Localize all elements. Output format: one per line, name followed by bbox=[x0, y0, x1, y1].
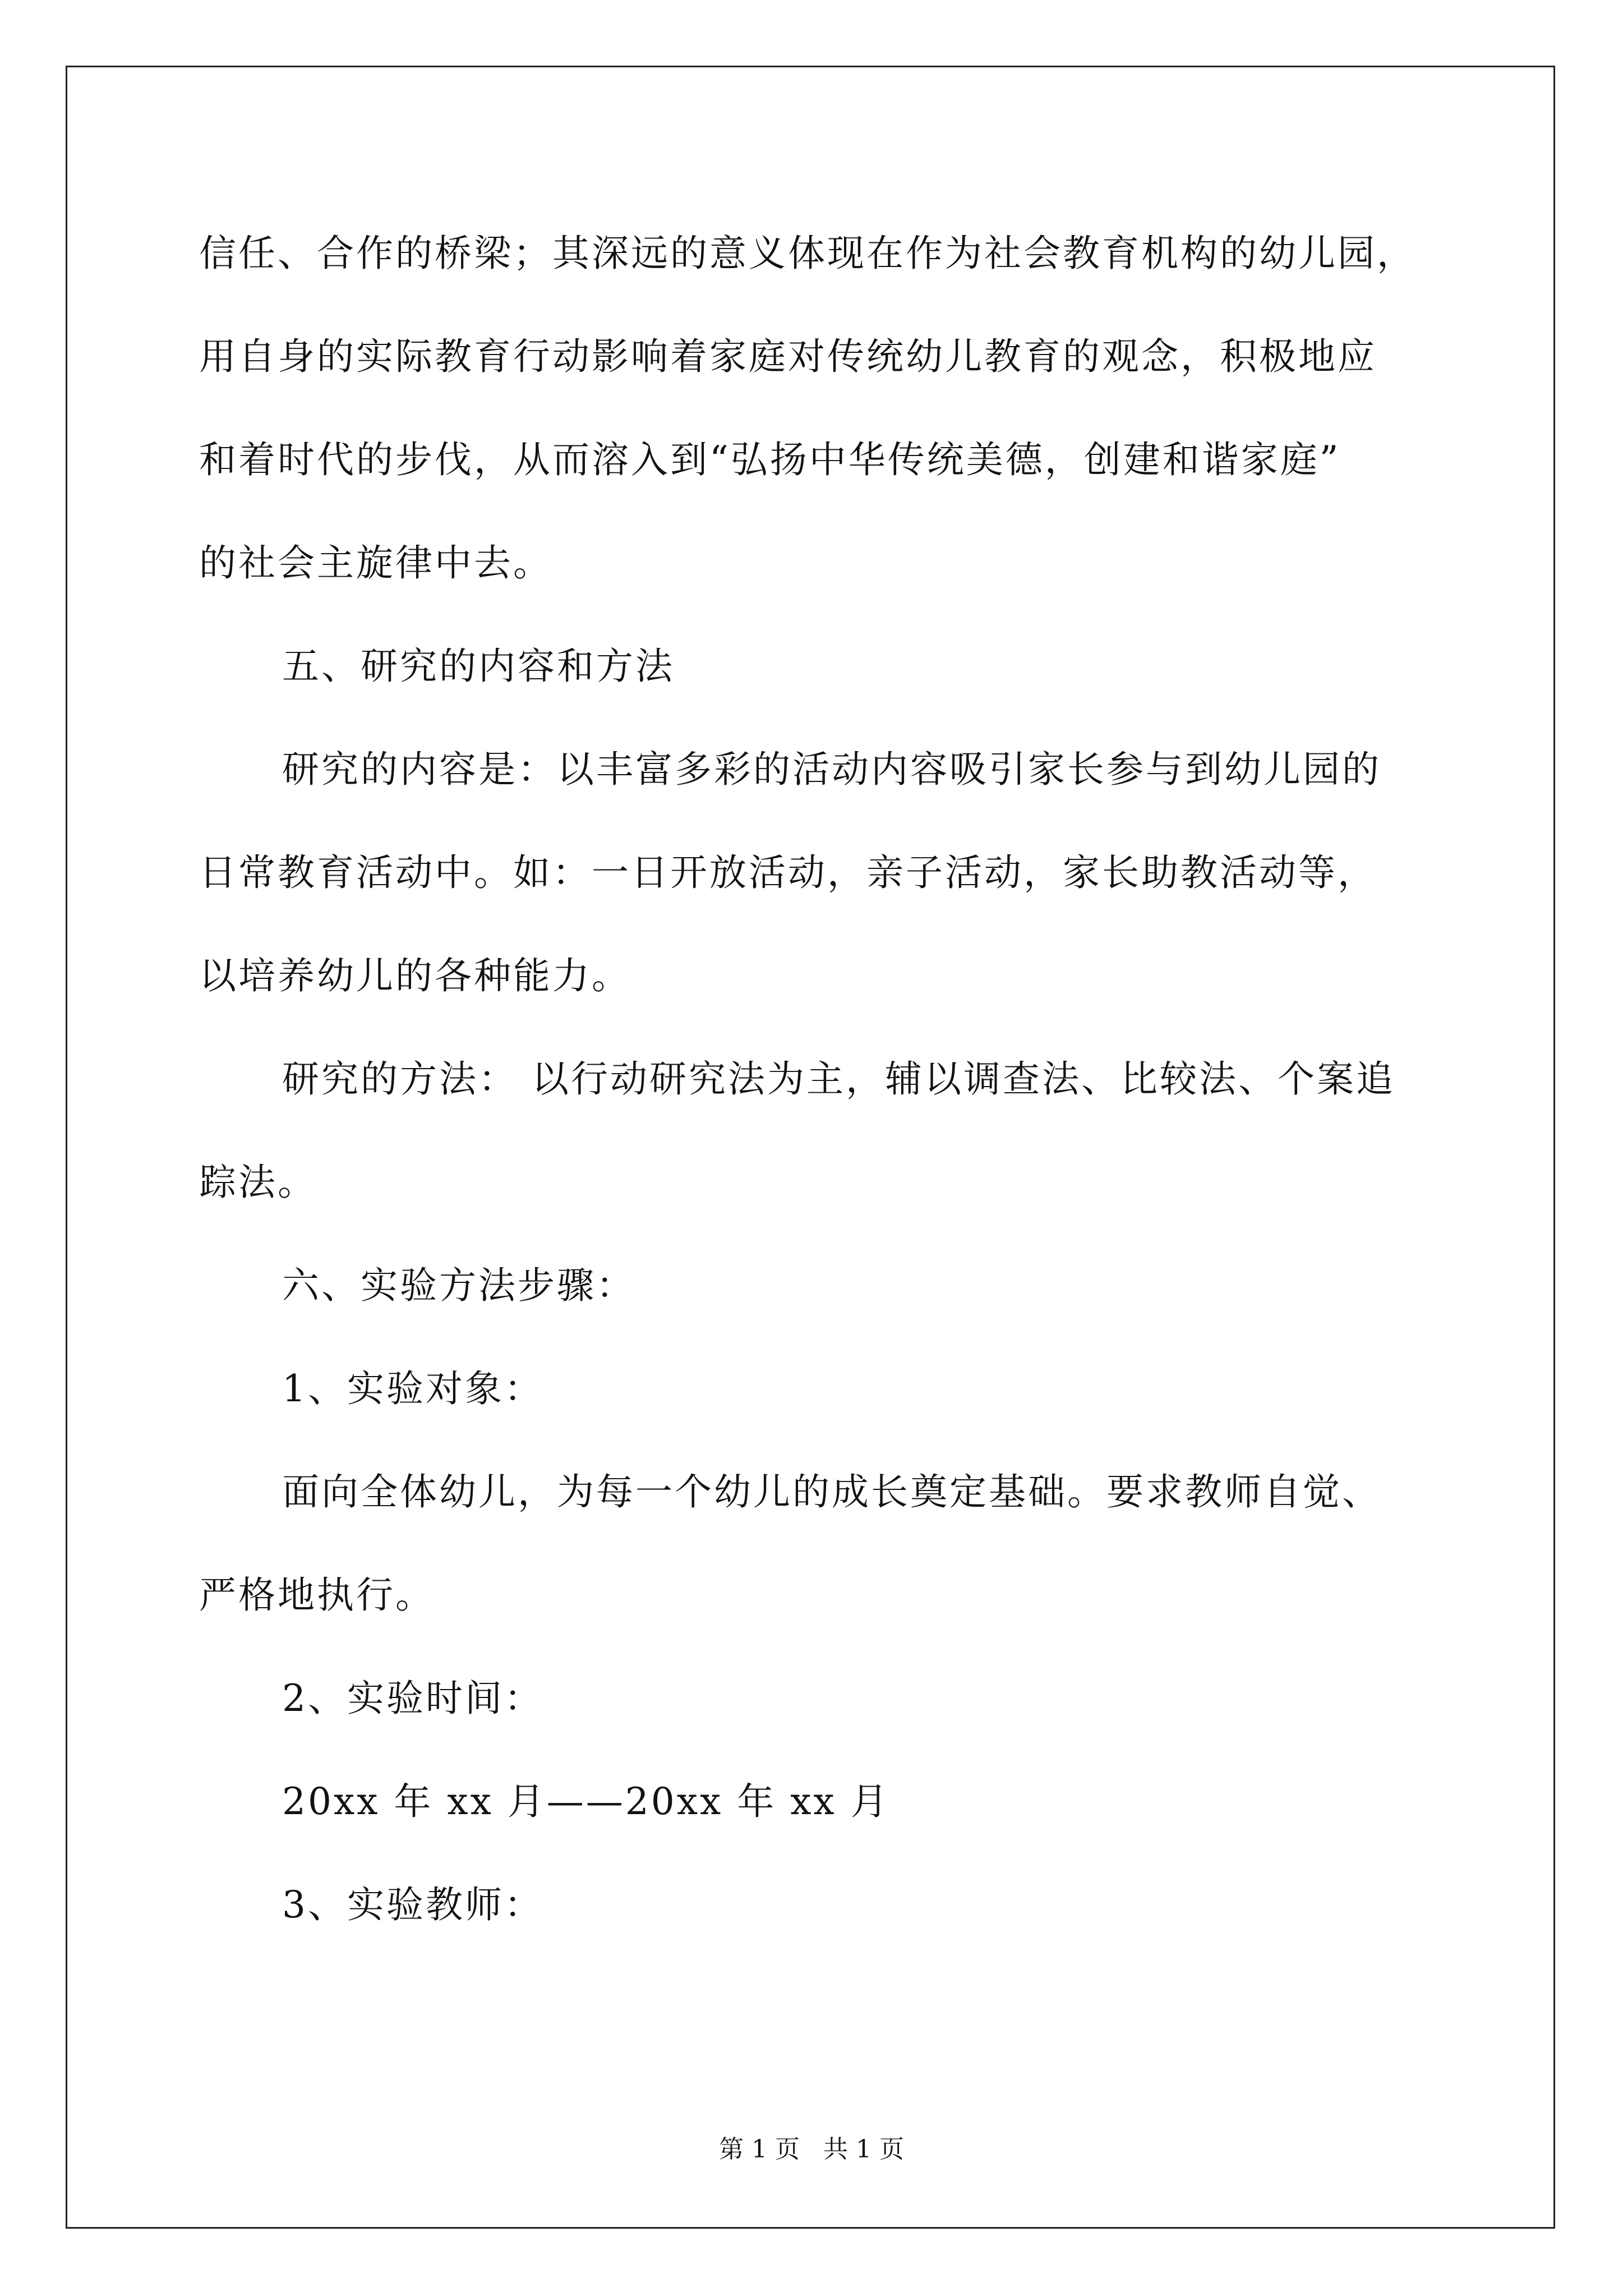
subheading-1: 1、实验对象： bbox=[282, 1367, 543, 1410]
subheading-3: 3、实验教师： bbox=[282, 1883, 543, 1926]
text-line: 和着时代的步伐，从而溶入到“弘扬中华传统美德，创建和谐家庭” bbox=[199, 438, 1341, 481]
text-line: 面向全体幼儿，为每一个幼儿的成长奠定基础。要求教师自觉、 bbox=[282, 1470, 1381, 1513]
section-heading-6: 六、实验方法步骤： bbox=[282, 1264, 635, 1307]
text-line: 的社会主旋律中去。 bbox=[199, 541, 552, 585]
text-line: 踪法。 bbox=[199, 1161, 317, 1204]
text-line: 日常教育活动中。如：一日开放活动，亲子活动，家长助教活动等， bbox=[199, 851, 1377, 894]
text-line: 研究的内容是：以丰富多彩的活动内容吸引家长参与到幼儿园的 bbox=[282, 748, 1381, 791]
text-line: 20xx 年 xx 月——20xx 年 xx 月 bbox=[282, 1780, 890, 1823]
text-line: 严格地执行。 bbox=[199, 1573, 435, 1617]
text-line: 研究的方法： 以行动研究法为主，辅以调查法、比较法、个案追 bbox=[282, 1057, 1395, 1101]
text-line: 信任、合作的桥梁；其深远的意义体现在作为社会教育机构的幼儿园， bbox=[199, 232, 1416, 275]
section-heading-5: 五、研究的内容和方法 bbox=[282, 645, 675, 688]
text-line: 以培养幼儿的各种能力。 bbox=[199, 954, 631, 997]
document-body bbox=[199, 202, 1433, 1957]
subheading-2: 2、实验时间： bbox=[282, 1677, 543, 1720]
text-line: 用自身的实际教育行动影响着家庭对传统幼儿教育的观念，积极地应 bbox=[199, 335, 1377, 378]
page-footer: 第 1 页 共 1 页 bbox=[719, 2135, 904, 2164]
